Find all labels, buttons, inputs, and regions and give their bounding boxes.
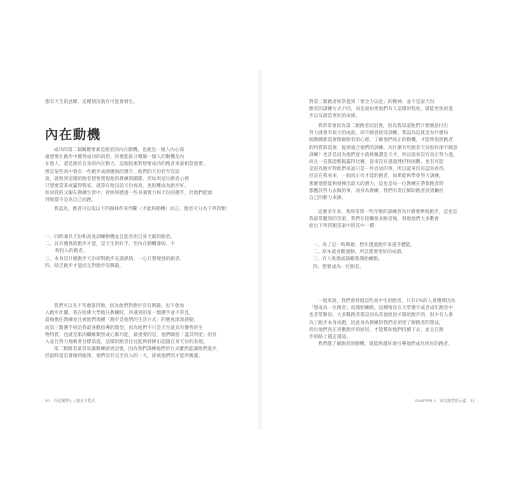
- text-line: 入並且努力地朝著目標前進，這樣的跑者往往能夠發揮出超越自身天份的表現。: [45, 340, 208, 346]
- right-paragraph-1: [309, 99, 453, 121]
- left-intro-line: 都有天生的意願，這種情況就有可能會發生。: [45, 100, 138, 105]
- text-line: 只想要當某或贏得獎家，就算有他良前天份再高，也很難成為跑步好。: [45, 184, 189, 190]
- text-line: 找出他們真正喜歡跑步的原因，才能幫助他們持續下去，並且在跑: [309, 327, 444, 333]
- list-item: 二、原本就喜歡運動，所以想要更好的成績。: [313, 250, 406, 256]
- text-line: 入跑步社團。我在哈佛大學擔任教練時，所遇到的第一類選手並不常見，: [45, 311, 194, 317]
- text-line: 第二類跑者最容易讓教練感到沮喪，因為我們訓練他們的方式雖然能讓他們進步，: [54, 347, 222, 353]
- right-page: [260, 0, 520, 500]
- text-line: 跑者的訓練方式不同，而是說如果他們有人這樣的程度，就能更快的進: [309, 107, 453, 113]
- text-line: 為了跑步本身而跑，因此身為教練的我們必須更了解跑者的想法，: [309, 320, 444, 326]
- text-line: 我們越了解跑者的動機，就能夠越好地引導他們成為更好的跑者。: [318, 342, 453, 348]
- list-item: 四、缺乏跑步才能而且對跑步沒興趣。: [45, 263, 124, 269]
- text-line: 但是在我看來，一個真正有才能的跑者，如果能夠學會努力訓練，: [309, 174, 444, 180]
- text-line: 如同我的父親在教練生涯中，曾經經歷過一些身兼實力和天份的選手，但他們從頭: [45, 191, 213, 197]
- list-item: 二、具有優異的跑步才能，是天生的好手，但內在動機薄弱，不: [45, 242, 176, 248]
- left-paragraph-1: [45, 147, 230, 213]
- text-line: 努力就會有很大的成就，卻不願意接受訓練。我認為這就是為什麼每: [309, 131, 449, 137]
- list-item: 夠投入的跑者。: [55, 249, 88, 255]
- text-line: 個教練都需要理解跑者的心理，了解他們真正的動機，才能夠依照跑者: [309, 138, 453, 144]
- text-line: 是因為跑步對他們來說只是一件容易的事，所以從來沒有認真看待。: [309, 167, 449, 173]
- text-line: 在他人，還是源於自身的內在動力。這個因素對想要成功的跑者來說相當重要。: [45, 162, 208, 168]
- left-paragraph-2: 我認為，跑者可以依以下四個條件來判斷（才能和動機）而言，跑者可分為下列四類：: [54, 206, 231, 212]
- text-line: 那麼他將能夠發揮出最大的潛力，這也是每一位教練在帶領跑者時: [309, 181, 444, 187]
- section-heading: 內在動機: [45, 128, 102, 143]
- text-line: 的特質與需要，提供適合他們的訓練。為什麼有些跑者天份很好卻不願意: [309, 145, 458, 151]
- text-line: 像是某些高中會有一些跑步成績優異的選手，他們的天份甚至沒話: [45, 169, 180, 175]
- text-line: 而第三類選手則是我最喜歡指導的類型，因為他們不只是天生就具有優秀的生: [45, 325, 203, 331]
- list-item: 一、為了是一時興趣，想先透過跑步來提升體能。: [313, 243, 416, 248]
- list-item: 三、本身沒什麼跑步天份卻對跑步充滿熱情，一心只想變強的跑者。: [45, 256, 185, 262]
- right-paragraph-3: [309, 209, 457, 231]
- right-paragraph-5: [309, 298, 455, 348]
- right-reason-list: [313, 242, 415, 271]
- list-item: 四、想要成為一位跑者。: [313, 264, 365, 270]
- text-line: 也非常類似，大多數跑者都是因為其他原因才開始跑步的，很少有人會: [309, 313, 453, 319]
- text-line: 給出下列四類答案中的其中一種：: [309, 224, 379, 230]
- text-line: 步的路上越走越遠。: [309, 335, 351, 341]
- text-line: 我常常會因為第二類跑者而沮喪，因為我知道他們只要願意付出: [318, 124, 449, 129]
- text-line: 但最終還是會碰到瓶頸，他們沒有完全投入的一天，卻被他們的才能所掩蓋。: [45, 354, 203, 360]
- text-line: 都應該努力去做的事，而身為教練，我們有責任幫助跑者找到屬於: [309, 188, 444, 194]
- list-item: 一、同時兼具天份和高度訓練動機並且能善用自身天賦的跑者。: [45, 235, 176, 240]
- text-line: 自己的動力來源。: [309, 196, 347, 202]
- text-line: 而且一直都能輕鬆贏得比賽，從來沒有遇過挫折和困難。也有可能: [309, 160, 444, 166]
- text-line: 成功的第二個關鍵要素是跑者的內在動機，也就是一個人內心深: [54, 148, 185, 153]
- text-line: 一般來說，我們會發現這些高中生的跑者，只有1%的人會選擇因為: [318, 299, 456, 304]
- text-line: 這麼多年來，我經常問一些年輕的訓練者為什麼要參與跑步，這也是: [318, 210, 458, 215]
- text-line: 我最常聽到的答案，我們在接觸很多跑者後，發現他們大多數會: [309, 217, 440, 223]
- text-line: 我們可以先不考慮第四類，因為他們對跑步沒有興趣，也不會加: [54, 304, 185, 309]
- text-line: 對第三類跑者經常提到「要全力以赴」的精神，並不是說天份: [309, 100, 435, 105]
- text-line: 「想成為一位跑者」而開始練跑。這種情況在大學選手或者成年跑者中: [309, 306, 453, 312]
- right-page-footer: CHAPTER 1 成功跑者的元素 51: [414, 398, 475, 403]
- left-page-footer: 50 丹尼爾博士 | 跑步方程式: [45, 398, 96, 403]
- left-type-list: [45, 234, 184, 270]
- text-line: 步以及創造更好的成績。: [309, 114, 361, 120]
- right-paragraph-2: [309, 123, 458, 202]
- list-item: 三、有人推薦或鼓勵我開始練跑。: [313, 257, 383, 263]
- text-line: 說，就收到這樣的跑者想要實現他的教練與團隊，但如果這位跑者心裡: [45, 176, 189, 182]
- left-paragraph-3: [45, 303, 221, 361]
- text-line: 訓練？也許是因為他們從小就被稱讚是天才，所以從來沒有真正努力過，: [309, 152, 458, 158]
- text-line: 到尾都不是為自己而跑。: [45, 198, 97, 204]
- text-line: 處想要在跑步中獲得成功的渴望。你要能區分哪個一個人的動機是內: [45, 155, 185, 161]
- text-line: 物特質，也就是肌肉纖維類型或心肺功能，最重要的是，他們願意「盡其所能」的投: [45, 332, 217, 338]
- text-line: 最後擔任教練並且被他們那種「跑步是他們的生活方式」的態度深深感動，: [45, 318, 199, 324]
